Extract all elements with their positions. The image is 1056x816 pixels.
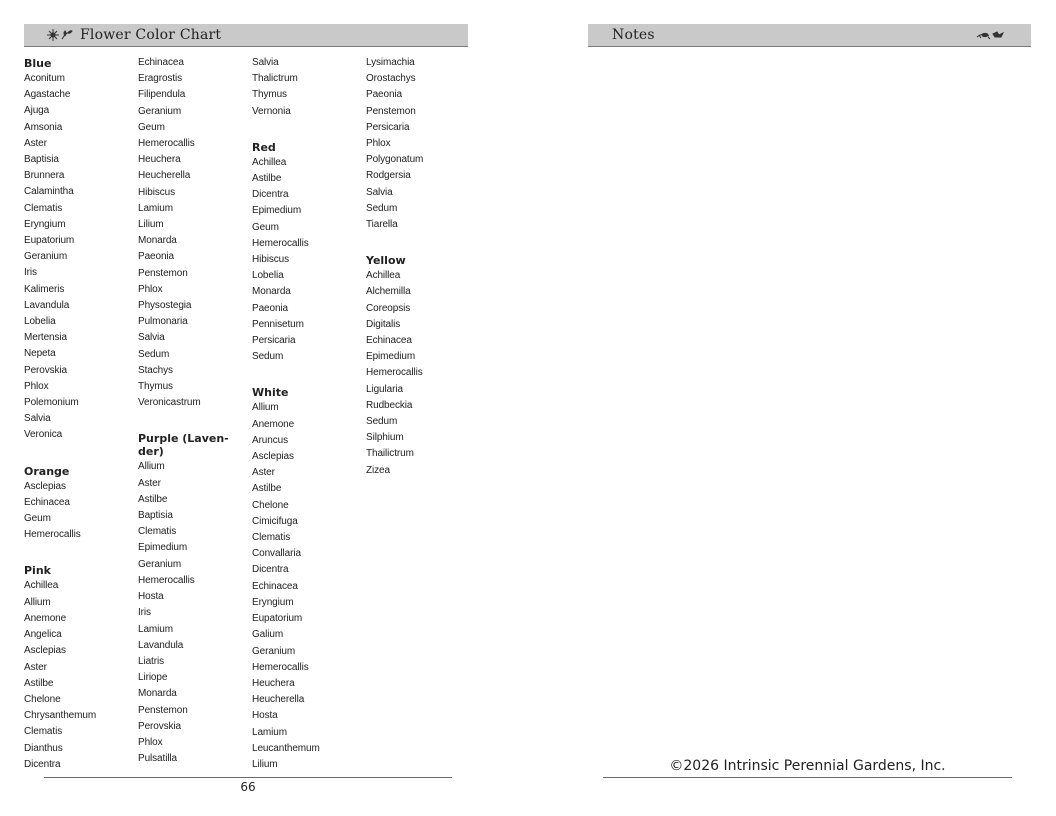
flower-name: Nepeta	[24, 348, 56, 360]
flower-name: Lobelia	[252, 270, 284, 282]
flower-name: Salvia	[252, 57, 279, 68]
flower-name: Filipendula	[138, 89, 186, 101]
flower-name: Aster	[24, 661, 47, 673]
color-group-title: Purple (Laven- der)	[138, 432, 229, 459]
flower-name: Agastache	[24, 89, 71, 101]
flower-color-columns	[24, 55, 484, 770]
flower-name: Lamium	[252, 726, 287, 738]
flower-name: Liriope	[138, 672, 168, 684]
flower-name: Leucanthemum	[252, 742, 320, 754]
flower-name: Sedum	[138, 348, 170, 360]
flower-name: Lavandula	[24, 299, 70, 311]
color-group	[24, 463, 136, 544]
flower-name: Epimedium	[252, 205, 302, 217]
flower-name: Hibiscus	[138, 186, 175, 198]
flower-name: Iris	[138, 607, 151, 619]
flower-name: Allium	[138, 461, 165, 473]
flower-name: Pulmonaria	[138, 316, 188, 328]
flower-name: Polemonium	[24, 397, 79, 409]
flower-name: Digitalis	[366, 318, 401, 330]
flower-name: Asclepias	[252, 451, 294, 463]
flower-name: Geranium	[138, 558, 182, 570]
flower-name: Heuchera	[138, 154, 181, 166]
flower-name: Phlox	[138, 736, 163, 748]
flower-name: Epimedium	[138, 542, 188, 554]
flower-name: Hemerocallis	[24, 529, 81, 541]
flower-name: Convallaria	[252, 548, 301, 560]
flower-name: Astilbe	[138, 493, 168, 505]
flower-name: Anemone	[24, 612, 67, 624]
flower-name: Aster	[138, 477, 161, 489]
color-group-title: Pink	[24, 564, 51, 578]
flower-name: Kalimeris	[24, 283, 65, 295]
flower-name: Mertensia	[24, 332, 68, 344]
chart-title: Flower Color Chart	[80, 27, 222, 43]
color-group	[252, 139, 364, 366]
flower-name: Echinacea	[138, 57, 184, 68]
flower-name: Echinacea	[24, 496, 70, 508]
flower-name: Geum	[138, 121, 165, 133]
flower-name: Lysimachia	[366, 57, 415, 68]
flower-name: Veronicastrum	[138, 397, 201, 409]
flower-name: Astilbe	[252, 483, 282, 495]
flower-name: Aconitum	[24, 73, 65, 84]
flower-name: Rodgersia	[366, 170, 411, 182]
flower-name: Thalictrum	[252, 73, 298, 85]
flower-name: Salvia	[366, 186, 393, 198]
flower-name: Aruncus	[252, 434, 288, 446]
flower-name: Asclepias	[24, 645, 66, 657]
flower-name: Heucherella	[252, 694, 305, 706]
flower-name: Sedum	[252, 351, 284, 363]
flower-name: Baptisia	[138, 510, 173, 522]
flower-name: Paeonia	[366, 89, 402, 101]
flower-name: Veronica	[24, 429, 63, 441]
flower-name: Achillea	[366, 270, 401, 282]
color-group-title: Yellow	[366, 254, 406, 268]
flower-name: Echinacea	[366, 335, 412, 347]
flower-name: Aster	[252, 467, 275, 479]
right-page	[528, 0, 1056, 816]
flower-name: Calamintha	[24, 186, 74, 198]
flower-name: Perovskia	[24, 364, 68, 376]
flower-name: Salvia	[24, 413, 51, 425]
flower-name: Clematis	[24, 726, 63, 738]
bird-branch-icon	[975, 29, 1005, 41]
color-group	[138, 55, 250, 411]
flower-name: Eupatorium	[252, 613, 303, 625]
color-group	[252, 55, 364, 120]
flower-name: Eryngium	[252, 596, 294, 608]
flower-name: Monarda	[138, 688, 177, 700]
flower-name: Astilbe	[24, 677, 54, 689]
flower-name: Physostegia	[138, 300, 192, 312]
flower-name: Allium	[252, 402, 279, 414]
flower-name: Phlox	[366, 138, 391, 150]
flower-name: Lavandula	[138, 639, 184, 651]
flower-name: Sedum	[366, 202, 398, 214]
footer-divider	[44, 777, 452, 778]
notes-header-bar	[588, 24, 1031, 47]
flower-name: Orostachys	[366, 73, 416, 85]
flower-name: Echinacea	[252, 580, 298, 592]
flower-name: Pulsatilla	[138, 753, 178, 765]
flower-name: Chelone	[24, 693, 61, 705]
flower-name: Monarda	[252, 286, 291, 298]
flower-name: Vernonia	[252, 105, 291, 117]
flower-name: Dianthus	[24, 742, 63, 754]
flower-name: Angelica	[24, 629, 62, 641]
flower-name: Lobelia	[24, 316, 56, 328]
flower-name: Silphium	[366, 432, 404, 444]
flower-name: Sedum	[366, 416, 398, 428]
flower-name: Hemerocallis	[252, 661, 309, 673]
flower-name: Hosta	[252, 710, 278, 722]
notes-title: Notes	[612, 27, 655, 43]
flower-name: Zizea	[366, 464, 390, 476]
flower-name: Geranium	[24, 251, 68, 263]
flower-name: Achillea	[252, 156, 287, 168]
page-number: 66	[240, 780, 256, 794]
flower-name: Ajuga	[24, 105, 50, 117]
flower-name: Baptisia	[24, 154, 59, 166]
flower-name: Penstemon	[138, 267, 188, 279]
flower-name: Rudbeckia	[366, 399, 413, 411]
flower-name: Perovskia	[138, 720, 182, 732]
flower-name: Penstemon	[138, 704, 188, 716]
color-group	[24, 55, 136, 444]
flower-name: Clematis	[138, 526, 177, 538]
flower-name: Eryngium	[24, 218, 66, 230]
flower-name: Astilbe	[252, 173, 282, 185]
flower-name: Heuchera	[252, 677, 295, 689]
flower-name: Iris	[24, 267, 37, 279]
flower-name: Liatris	[138, 655, 164, 667]
flower-name: Lilium	[138, 219, 164, 231]
flower-name: Geum	[252, 221, 279, 233]
flower-name: Chrysanthemum	[24, 710, 97, 722]
flower-name: Monarda	[138, 235, 177, 247]
flower-name: Achillea	[24, 580, 59, 592]
flower-name: Epimedium	[366, 351, 416, 363]
color-group	[138, 430, 250, 767]
flower-column-1	[24, 55, 136, 792]
flower-column-2	[138, 55, 250, 786]
flower-name: Thymus	[138, 381, 173, 393]
flower-sprig-icon	[46, 28, 74, 42]
flower-name: Lilium	[252, 758, 278, 770]
color-group-title: Orange	[24, 464, 70, 478]
flower-column-3	[252, 55, 364, 792]
color-group	[366, 55, 478, 233]
flower-name: Penstemon	[366, 105, 416, 117]
flower-name: Lamium	[138, 623, 173, 635]
color-group	[252, 384, 364, 773]
flower-name: Ligularia	[366, 383, 403, 395]
flower-name: Stachys	[138, 364, 173, 376]
flower-name: Heucherella	[138, 170, 191, 182]
flower-name: Coreopsis	[366, 302, 411, 314]
flower-name: Eragrostis	[138, 73, 183, 85]
flower-column-4	[366, 55, 478, 498]
chart-header-bar	[24, 24, 468, 47]
flower-name: Eupatorium	[24, 235, 75, 247]
flower-name: Hemerocallis	[366, 367, 423, 379]
flower-name: Geranium	[138, 105, 182, 117]
color-group	[24, 562, 136, 772]
color-group	[366, 252, 478, 479]
flower-name: Dicentra	[24, 758, 61, 770]
flower-name: Cimicifuga	[252, 515, 298, 527]
flower-name: Phlox	[138, 283, 163, 295]
flower-name: Dicentra	[252, 189, 289, 201]
copyright-notice: ©2026 Intrinsic Perennial Gardens, Inc.	[669, 758, 946, 774]
flower-name: Chelone	[252, 499, 289, 511]
flower-name: Paeonia	[138, 251, 174, 263]
flower-name: Hemerocallis	[252, 237, 309, 249]
flower-name: Hemerocallis	[138, 138, 195, 150]
flower-name: Persicaria	[252, 335, 296, 347]
color-group-title: Blue	[24, 57, 52, 70]
flower-name: Clematis	[252, 532, 291, 544]
color-group-title: Red	[252, 140, 276, 154]
flower-name: Alchemilla	[366, 286, 411, 298]
flower-name: Tiarella	[366, 219, 398, 231]
flower-name: Lamium	[138, 202, 173, 214]
flower-name: Dicentra	[252, 564, 289, 576]
flower-name: Aster	[24, 137, 47, 149]
flower-name: Hosta	[138, 591, 164, 603]
flower-name: Galium	[252, 629, 284, 641]
flower-name: Phlox	[24, 380, 49, 392]
flower-name: Thailictrum	[366, 448, 414, 460]
color-group-title: White	[252, 386, 289, 400]
flower-name: Thymus	[252, 89, 287, 101]
footer-divider	[603, 777, 1012, 778]
flower-name: Pennisetum	[252, 318, 304, 330]
flower-name: Geum	[24, 513, 51, 525]
flower-name: Persicaria	[366, 121, 410, 133]
flower-name: Hibiscus	[252, 254, 289, 266]
flower-name: Hemerocallis	[138, 574, 195, 586]
flower-name: Clematis	[24, 202, 63, 214]
flower-name: Paeonia	[252, 302, 288, 314]
flower-name: Geranium	[252, 645, 296, 657]
flower-name: Amsonia	[24, 121, 63, 133]
flower-name: Allium	[24, 596, 51, 608]
flower-name: Brunnera	[24, 170, 65, 182]
flower-name: Anemone	[252, 418, 295, 430]
flower-name: Asclepias	[24, 480, 66, 492]
flower-name: Polygonatum	[366, 154, 424, 166]
flower-name: Salvia	[138, 332, 165, 344]
